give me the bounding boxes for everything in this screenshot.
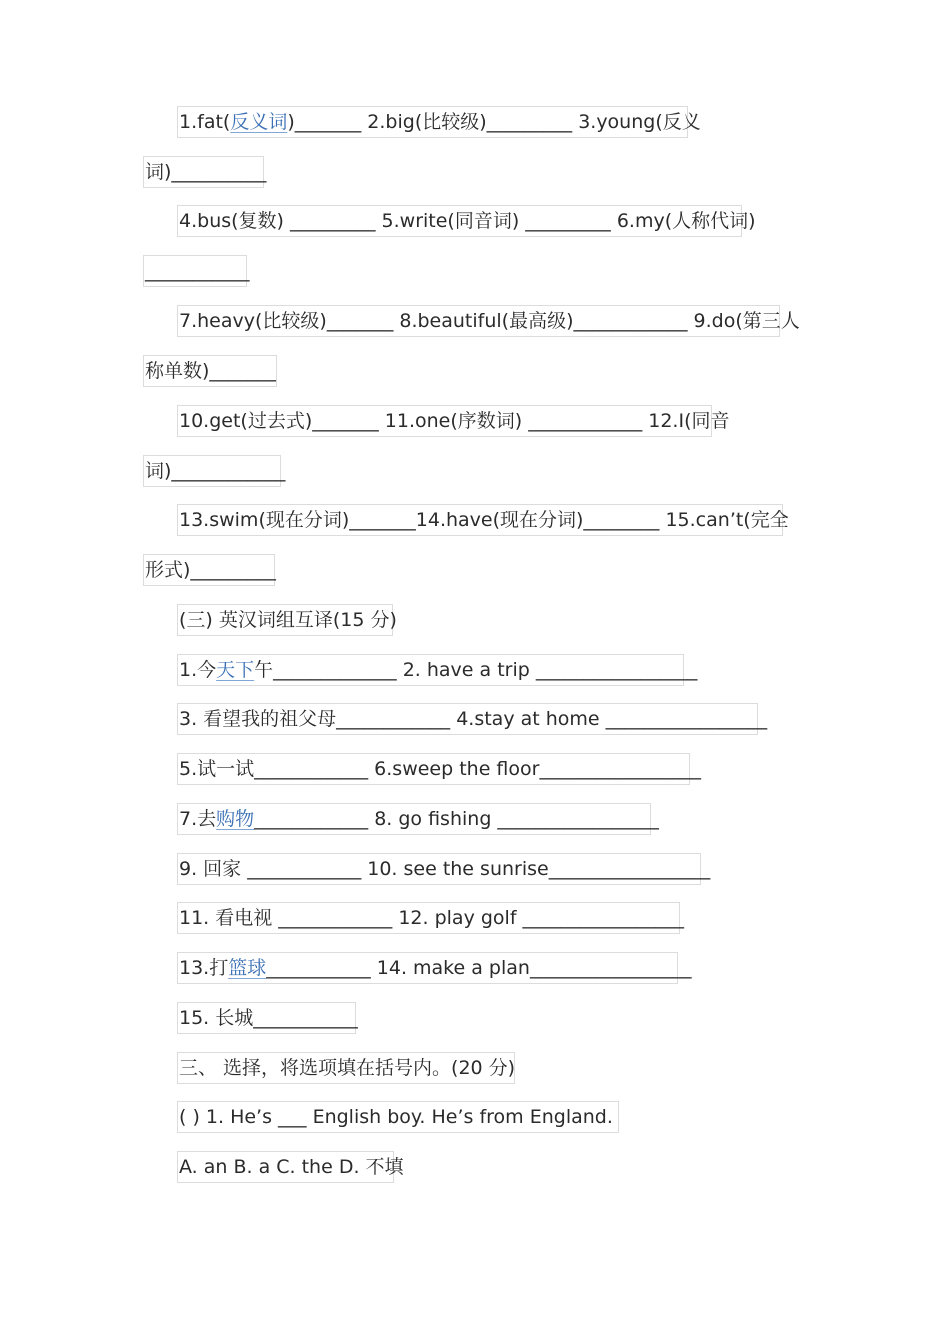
text-line-3: 4.bus(复数) _________ 5.write(同音词) _________ 6.my(人称代词) <box>177 205 742 237</box>
linked-term[interactable]: 购物 <box>216 808 255 830</box>
text-line-15: 7.去购物____________ 8. go fishing _________________ <box>177 803 651 835</box>
text-line-10: 形式)_________ <box>143 554 275 586</box>
text-line-1: 1.fat(反义词)_______ 2.big(比较级)_________ 3.young(反义 <box>177 106 688 138</box>
linked-term[interactable]: 天下 <box>216 659 255 681</box>
text-line-16: 9. 回家 ____________ 10. see the sunrise_________________ <box>177 853 701 885</box>
question-1: ( ) 1. He’s ___ English boy. He’s from England. <box>177 1101 619 1133</box>
text-line-18: 13.打篮球___________ 14. make a plan_________________ <box>177 952 678 984</box>
text-line-17: 11. 看电视 ____________ 12. play golf _________________ <box>177 902 680 934</box>
text-line-19: 15. 长城___________ <box>177 1002 356 1034</box>
section-heading-choice: 三、 选择，将选项填在括号内。(20 分) <box>177 1052 515 1084</box>
text-line-7: 10.get(过去式)_______ 11.one(序数词) ____________ 12.I(同音 <box>177 405 712 437</box>
text-line-6: 称单数)_______ <box>143 355 277 387</box>
text-line-5: 7.heavy(比较级)_______ 8.beautiful(最高级)____________ 9.do(第三人 <box>177 305 780 337</box>
text-line-14: 5.试一试____________ 6.sweep the floor_________________ <box>177 753 690 785</box>
question-1-options: A. an B. a C. the D. 不填 <box>177 1151 394 1183</box>
linked-term[interactable]: 篮球 <box>228 957 267 979</box>
text-line-2: 词)__________ <box>143 156 264 188</box>
text-line-4: ___________ <box>143 255 247 287</box>
linked-term[interactable]: 反义词 <box>230 111 288 133</box>
section-heading-3: (三) 英汉词组互译(15 分) <box>177 604 393 636</box>
text-line-13: 3. 看望我的祖父母____________ 4.stay at home _________________ <box>177 703 758 735</box>
text-line-8: 词)____________ <box>143 455 281 487</box>
text-line-9: 13.swim(现在分词)_______14.have(现在分词)________ 15.can’t(完全 <box>177 504 783 536</box>
text-line-12: 1.今天下午_____________ 2. have a trip _________________ <box>177 654 684 686</box>
